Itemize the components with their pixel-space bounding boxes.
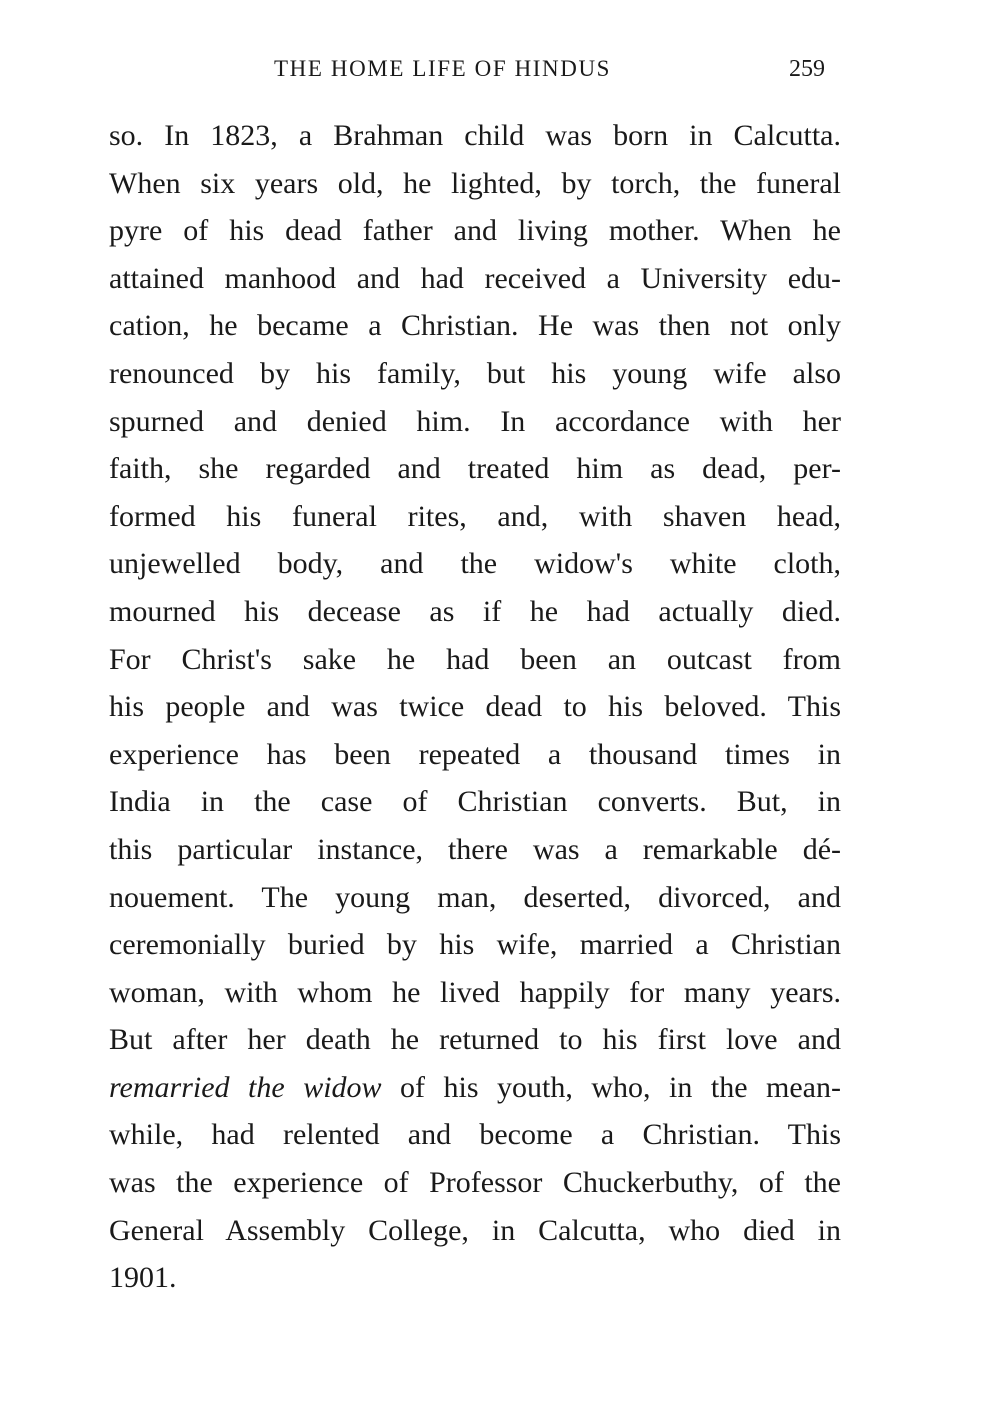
- text-line: attained manhood and had received a University edu-: [109, 261, 841, 295]
- text-line: faith, she regarded and treated him as dead, per-: [109, 452, 841, 486]
- text-line: his people and was twice dead to his beloved. This: [109, 690, 841, 724]
- text-line: was the experience of Professor Chuckerbuthy, of the: [109, 1166, 841, 1200]
- text-line: nouement. The young man, deserted, divorced, and: [109, 880, 841, 914]
- italic-phrase: remarried the widow: [109, 1070, 382, 1104]
- text-line: renounced by his family, but his young wife also: [109, 356, 841, 390]
- text-line: ceremonially buried by his wife, married a Christian: [109, 928, 841, 962]
- text-line: experience has been repeated a thousand times in: [109, 737, 841, 771]
- text-line: unjewelled body, and the widow's white cloth,: [109, 547, 841, 581]
- text-line-rest: of his youth, who, in the mean-: [381, 1070, 841, 1104]
- text-line: India in the case of Christian converts. But, in: [109, 785, 841, 819]
- text-line: spurned and denied him. In accordance with her: [109, 404, 841, 438]
- text-line: But after her death he returned to his first love and: [109, 1023, 841, 1057]
- text-line-italic: [109, 1064, 841, 1112]
- text-line: so. In 1823, a Brahman child was born in Calcutta.: [109, 119, 841, 152]
- text-line: cation, he became a Christian. He was then not only: [109, 309, 841, 343]
- page-number: 259: [789, 56, 825, 82]
- text-line: General Assembly College, in Calcutta, who died in: [109, 1213, 841, 1247]
- text-line: When six years old, he lighted, by torch, the funeral: [109, 166, 841, 200]
- running-title: THE HOME LIFE OF HINDUS: [274, 56, 612, 81]
- text-line: formed his funeral rites, and, with shaven head,: [109, 499, 841, 533]
- text-line: while, had relented and become a Christian. This: [109, 1118, 841, 1152]
- text-line: this particular instance, there was a remarkable dé-: [109, 832, 841, 866]
- text-line: For Christ's sake he had been an outcast from: [109, 642, 841, 676]
- text-line: pyre of his dead father and living mother. When he: [109, 214, 841, 248]
- text-line-last: 1901.: [109, 1261, 177, 1295]
- text-line: mourned his decease as if he had actually died.: [109, 594, 841, 628]
- body-text: [109, 112, 841, 1302]
- text-line: woman, with whom he lived happily for many years.: [109, 975, 841, 1009]
- running-head: [0, 56, 1000, 96]
